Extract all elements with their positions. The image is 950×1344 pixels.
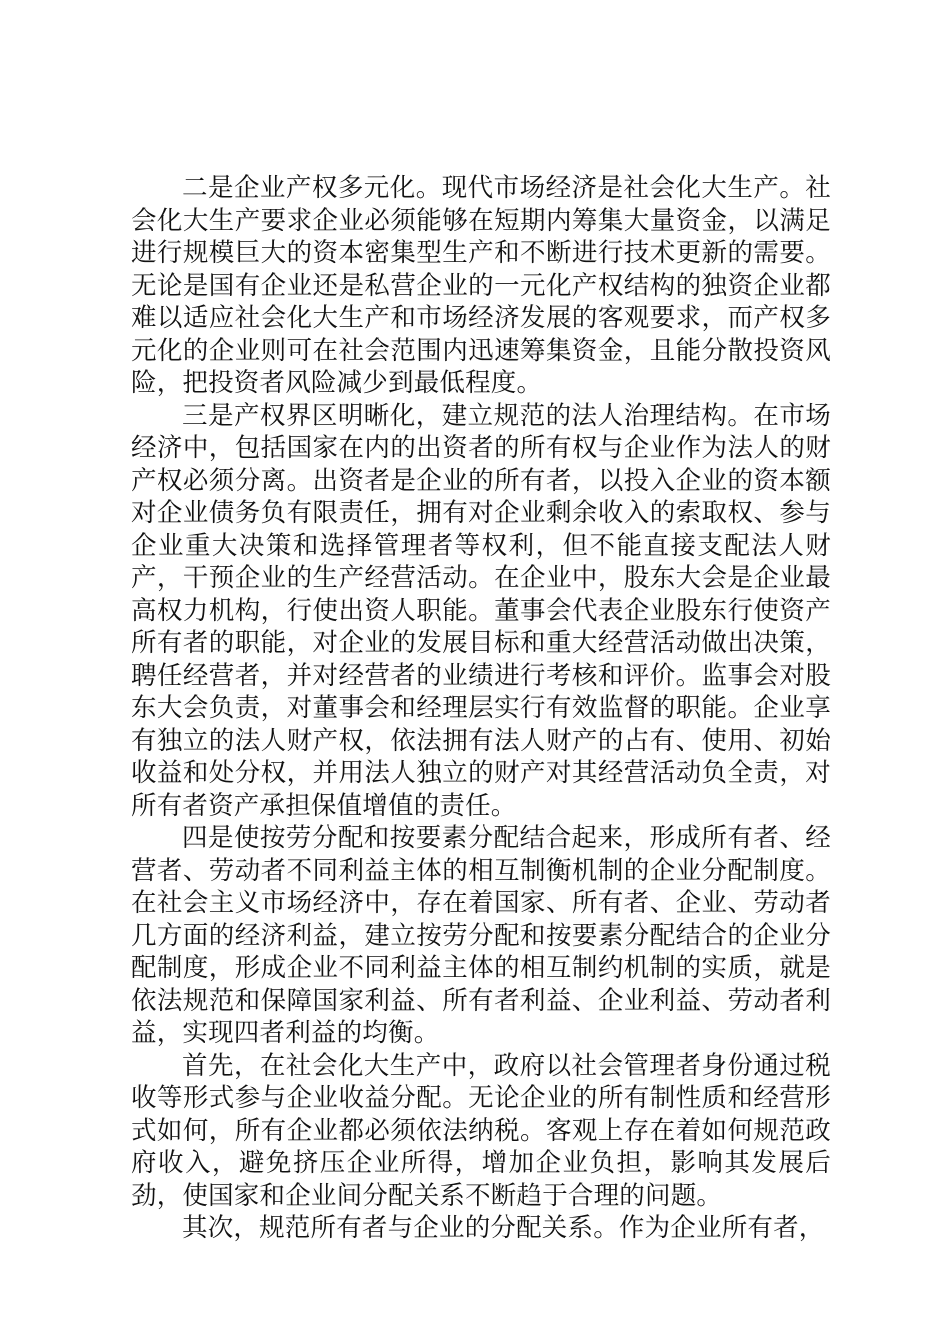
paragraph-property-diversification: 二是企业产权多元化。现代市场经济是社会化大生产。社会化大生产要求企业必须能够在短期内筹集大量资金，以满足进行规模巨大的资本密集型生产和不断进行技术更新的需要。无论是国有企业还是私营企业的一元化产权结构的独资企业都难以适应社会化大生产和市场经济发展的客观要求，而产权多元化的企业则可在社会范围内迅速筹集资金，且能分散投资风险，把投资者风险减少到最低程度。 bbox=[131, 173, 831, 398]
paragraph-owner-enterprise-relation: 其次，规范所有者与企业的分配关系。作为企业所有者， bbox=[182, 1213, 825, 1243]
paragraph-government-taxation: 首先，在社会化大生产中，政府以社会管理者身份通过税收等形式参与企业收益分配。无论企业的所有制性质和经营形式如何，所有企业都必须依法纳税。客观上存在着如何规范政府收入，避免挤压企业所得，增加企业负担，影响其发展后劲，使国家和企业间分配关系不断趋于合理的问题。 bbox=[131, 1050, 831, 1211]
paragraph-distribution-system: 四是使按劳分配和按要素分配结合起来，形成所有者、经营者、劳动者不同利益主体的相互制衡机制的企业分配制度。在社会主义市场经济中，存在着国家、所有者、企业、劳动者几方面的经济利益，建立按劳分配和按要素分配结合的企业分配制度，形成企业不同利益主体的相互制约机制的实质，就是依法规范和保障国家利益、所有者利益、企业利益、劳动者利益，实现四者利益的均衡。 bbox=[131, 823, 831, 1048]
paragraph-corporate-governance: 三是产权界区明晰化，建立规范的法人治理结构。在市场经济中，包括国家在内的出资者的所有权与企业作为法人的财产权必须分离。出资者是企业的所有者，以投入企业的资本额对企业债务负有限责任，拥有对企业剩余收入的索取权、参与企业重大决策和选择管理者等权利，但不能直接支配法人财产，干预企业的生产经营活动。在企业中，股东大会是企业最高权力机构，行使出资人职能。董事会代表企业股东行使资产所有者的职能，对企业的发展目标和重大经营活动做出决策，聘任经营者，并对经营者的业绩进行考核和评价。监事会对股东大会负责，对董事会和经理层实行有效监督的职能。企业享有独立的法人财产权，依法拥有法人财产的占有、使用、初始收益和处分权，并用法人独立的财产对其经营活动负全责，对所有者资产承担保值增值的责任。 bbox=[131, 400, 831, 821]
document-body bbox=[131, 172, 831, 1245]
